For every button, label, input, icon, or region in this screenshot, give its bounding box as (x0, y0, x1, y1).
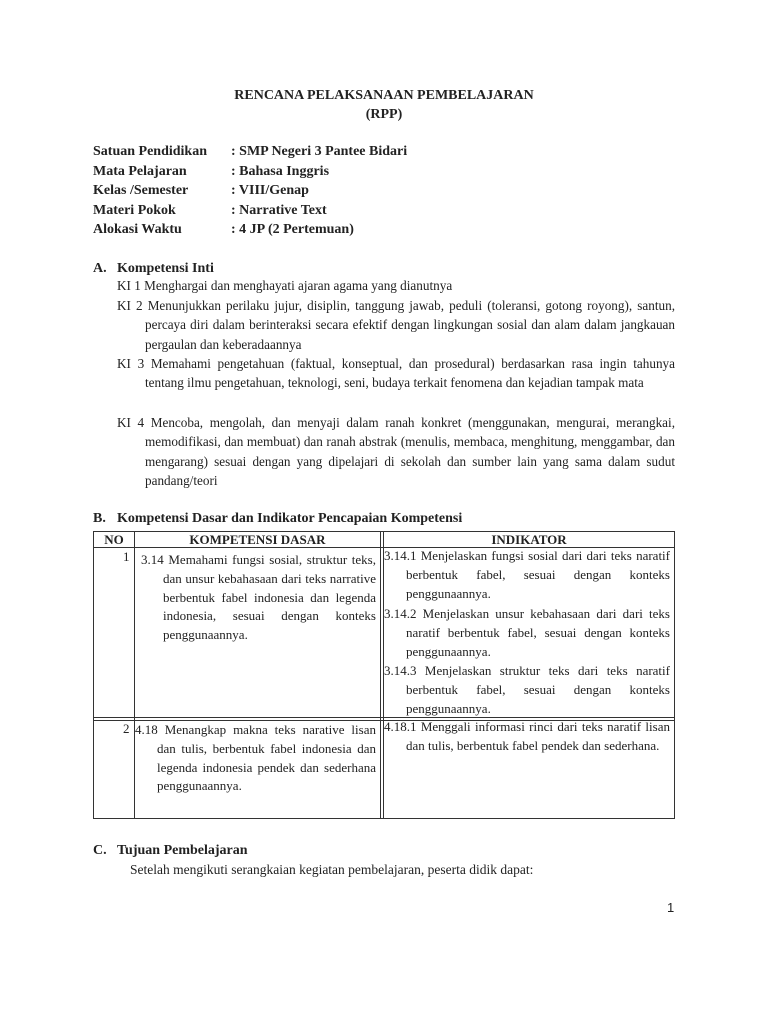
indicator-item: 3.14.3 Menjelaskan struktur teks dari teks naratif berbentuk fabel, sesuai dengan konteks penggunaannya. (384, 663, 670, 716)
info-value: : VIII/Genap (231, 183, 309, 198)
section-title: Kompetensi Dasar dan Indikator Pencapaian Kompetensi (117, 511, 463, 526)
ki-1 (117, 276, 675, 295)
kd-table (93, 531, 675, 819)
section-a-heading (93, 261, 214, 277)
ki-4 (117, 413, 675, 491)
section-number: B. (93, 511, 106, 526)
info-row (93, 144, 407, 164)
ki-2 (117, 296, 675, 354)
section-title: Tujuan Pembelajaran (117, 843, 248, 858)
info-row (93, 203, 407, 223)
document-subtitle: (RPP) (365, 107, 403, 122)
table-border (93, 818, 675, 819)
info-label: Satuan Pendidikan (93, 144, 207, 159)
table-border (674, 531, 675, 819)
ki-text: KI 3 Memahami pengetahuan (faktual, konseptual, dan prosedural) berdasarkan rasa ingin tahunya tentang ilmu pengetahuan, teknologi, seni, budaya terkait fenomena dan kejadian tampak mata (117, 356, 675, 391)
row-number: 1 (123, 549, 130, 564)
kd-text: 4.18 Menangkap makna teks narative lisan dan tulis, berbentuk fabel indonesia dan legenda indonesia pendek dan sederhana penggunaannya. (135, 722, 376, 794)
ki-3 (117, 354, 675, 393)
header-kd: KOMPETENSI DASAR (189, 532, 326, 547)
page-number: 1 (667, 900, 675, 915)
indicator-item: 4.18.1 Menggali informasi rinci dari teks naratif lisan dan tulis, berbentuk fabel pendek dan sederhana. (384, 719, 670, 753)
info-value: : 4 JP (2 Pertemuan) (231, 222, 354, 237)
ki-text: KI 1 Menghargai dan menghayati ajaran agama yang dianutnya (117, 278, 453, 293)
info-label: Alokasi Waktu (93, 222, 182, 237)
row-number: 2 (123, 721, 130, 736)
info-row (93, 222, 407, 242)
table-border (93, 531, 94, 819)
info-value: : Narrative Text (231, 202, 327, 218)
section-b-heading (93, 511, 462, 527)
tujuan-text: Setelah mengikuti serangkaian kegiatan pembelajaran, peserta didik dapat: (130, 862, 534, 877)
info-label: Materi Pokok (93, 202, 176, 218)
document-title: RENCANA PELAKSANAAN PEMBELAJARAN (234, 88, 534, 103)
indicator-item: 3.14.1 Menjelaskan fungsi sosial dari dari teks naratif berbentuk fabel, sesuai dengan konteks penggunaannya. (384, 548, 670, 601)
kd-text: 3.14 Memahami fungsi sosial, struktur teks, dan unsur kebahasaan dari teks narrative berbentuk fabel indonesia dan legenda indonesia, sesuai dengan konteks penggunaannya. (141, 552, 376, 643)
header-no: NO (104, 532, 124, 547)
identity-block (93, 144, 407, 242)
ki-text: KI 4 Mencoba, mengolah, dan menyaji dalam ranah konkret (menggunakan, mengurai, merangkai, memodifikasi, dan membuat) dan ranah abstrak (menulis, membaca, menghitung, menggambar, dan mengarang) sesuai dengan yang dipelajari di sekolah dan sumber lain yang sama dalam sudut pandang/teori (117, 415, 675, 489)
info-value: : Bahasa Inggris (231, 163, 330, 179)
table-border (380, 531, 381, 819)
indicator-item: 3.14.2 Menjelaskan unsur kebahasaan dari dari teks naratif berbentuk fabel, sesuai dengan konteks penggunaannya. (384, 606, 670, 659)
section-title: Kompetensi Inti (117, 261, 214, 276)
info-row (93, 164, 407, 184)
header-indikator: INDIKATOR (491, 532, 567, 547)
ki-text: KI 2 Menunjukkan perilaku jujur, disiplin, tanggung jawab, peduli (toleransi, gotong royong), santun, percaya diri dalam berinteraksi secara efektif dengan lingkungan sosial dan alam dalam jangkauan pergaulan dan keberadaannya (117, 298, 675, 352)
info-label: Kelas /Semester (93, 183, 189, 198)
info-row (93, 183, 407, 203)
info-label: Mata Pelajaran (93, 163, 187, 179)
section-number: A. (93, 261, 107, 276)
section-number: C. (93, 843, 107, 858)
info-value: : SMP Negeri 3 Pantee Bidari (231, 144, 408, 159)
section-c-heading (93, 843, 248, 859)
